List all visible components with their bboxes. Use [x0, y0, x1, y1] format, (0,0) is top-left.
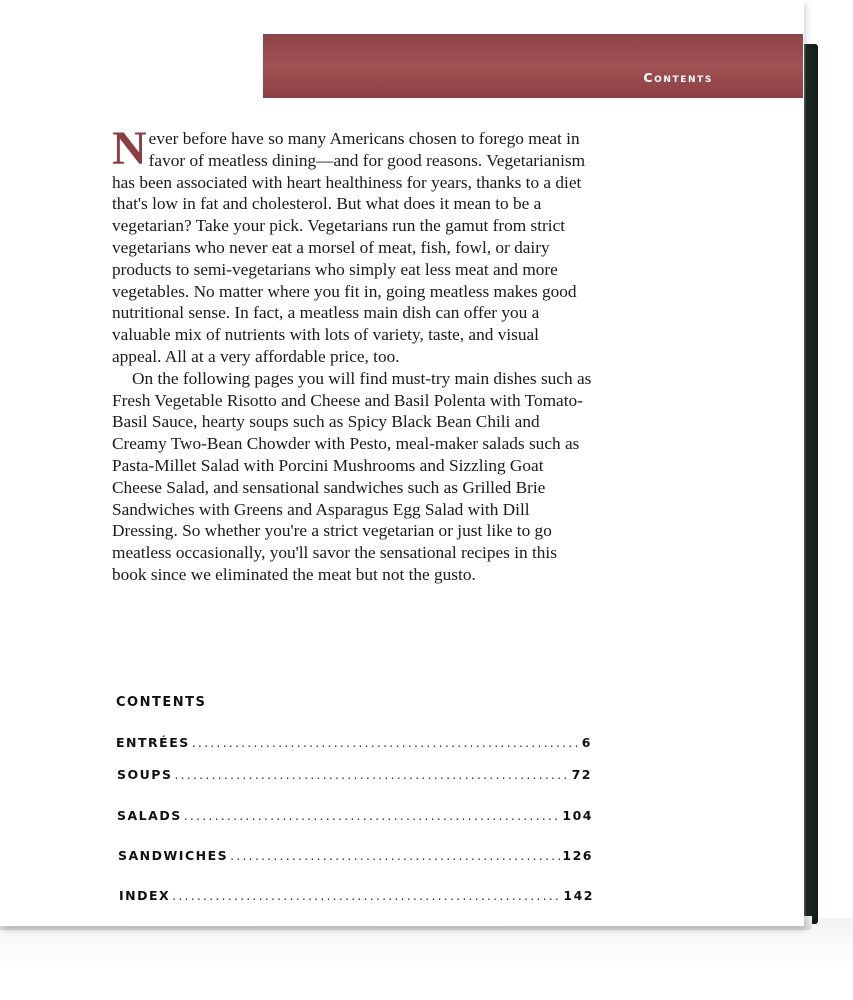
dot-leader: [230, 848, 560, 863]
dot-leader: [172, 888, 561, 903]
intro-paragraph-1: [112, 122, 592, 368]
toc-entry-label: INDEX: [119, 888, 171, 903]
toc-entry-label: SALADS: [117, 808, 182, 823]
dot-leader: [192, 735, 580, 750]
toc-entry-page: 104: [562, 808, 593, 823]
toc-entry-soups[interactable]: [117, 767, 592, 782]
dot-leader: [174, 767, 569, 782]
toc-entry-page: 126: [562, 848, 593, 863]
toc-heading: CONTENTS: [116, 695, 207, 710]
toc-entry-page: 6: [581, 735, 592, 750]
intro-paragraph-2: On the following pages you will find must-try main dishes such as Fresh Vegetable Risotto and Cheese and Basil Polenta with Tomato-Basil Sauce, hearty soups such as Spicy Black Bean Chili and Creamy Two-Bean Chowder with Pesto, meal-maker salads such as Pasta-Millet Salad with Porcini Mushrooms and Sizzling Goat Cheese Salad, and sensational sandwiches such as Grilled Brie Sandwiches with Greens and Asparagus Egg Salad with Dill Dressing. So whether you're a strict vegetarian or just like to go meatless occasionally, you'll savor the sensational recipes in this book since we eliminated the meat but not the gusto.: [112, 368, 592, 584]
toc-entry-sandwiches[interactable]: [118, 848, 593, 863]
paragraph-1-text: ever before have so many Americans chosen to forego meat in favor of meatless dining—and for good reasons. Vegetarianism has been associated with heart healthiness for years, thanks to a diet that's low in fat and cholesterol. But what does it mean to be a vegetarian? Take your pick. Vegetarians run the gamut from strict vegetarians who never eat a morsel of meat, fish, fowl, or dairy products to semi-vegetarians who simply eat less meat and more vegetables. No matter where you fit in, going meatless makes good nutritional sense. In fact, a meatless main dish can offer you a valuable mix of nutrients with lots of variety, taste, and visual appeal. All at a very affordable price, too.: [112, 129, 586, 366]
toc-entry-salads[interactable]: [117, 808, 593, 823]
intro-text: [112, 122, 592, 586]
drop-cap: N: [112, 122, 147, 175]
toc-entry-page: 142: [563, 888, 594, 903]
dot-leader: [184, 808, 561, 823]
header-banner: [263, 34, 803, 98]
toc-entry-index[interactable]: [119, 888, 594, 903]
table-surface: [0, 918, 853, 1000]
toc-entry-label: SANDWICHES: [118, 848, 229, 863]
section-title: Contents: [643, 70, 713, 85]
toc-entry-entrees[interactable]: [116, 735, 592, 750]
toc-entry-label: ENTRÉES: [116, 735, 190, 750]
toc-entry-label: SOUPS: [117, 767, 173, 782]
toc-entry-page: 72: [571, 767, 592, 782]
